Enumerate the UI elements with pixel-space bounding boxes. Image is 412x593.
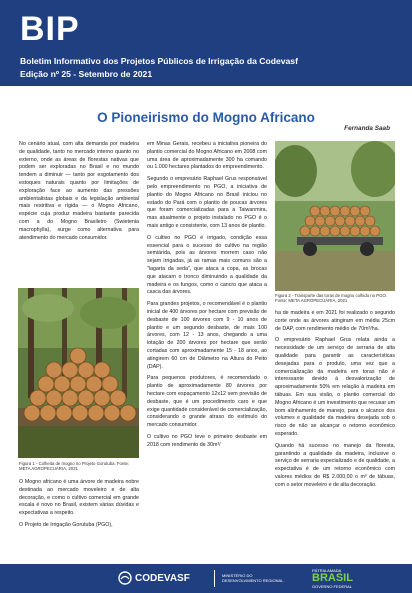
brasil-wordmark: BRASIL bbox=[312, 572, 353, 584]
ministry-label: MINISTÉRIO DO DESENVOLVIMENTO REGIONAL bbox=[222, 573, 284, 583]
codevasf-emblem-icon bbox=[118, 571, 132, 585]
article-author: Fernanda Saab bbox=[344, 125, 390, 132]
harvest-photo bbox=[18, 288, 139, 458]
paragraph: O cultivo no PGO é irrigado, condição essa essencial para o sucesso do cultivo na região semiárida, pois as árvores morrem caso não sejam irrigadas, já as ramas mais comuns são a "lagarta da seda", que ataca a copa, as brocas que atacam o tronco diminuindo a qualidade da madeira e os fungos, como o cancro que ataca a casca das árvores. bbox=[147, 234, 267, 296]
column-1-top bbox=[19, 141, 139, 246]
column-1-bottom bbox=[19, 479, 139, 534]
paragraph: O cultivo no PGO teve o primeiro desbaste em 2018 com rendimento de 30m³/ bbox=[147, 433, 267, 448]
codevasf-logo bbox=[118, 571, 190, 585]
edition-line: Edição nº 25 - Setembro de 2021 bbox=[20, 69, 153, 79]
bulletin-acronym: BIP bbox=[20, 10, 80, 48]
paragraph: Segundo o empresário Raphael Grus responsável pelo empreendimento no PGO, a iniciativa de plantio do Mogno Africano no Brasil iniciou no estado do Pará com o plantio de poucas árvores que foram comercializadas para a Taiwanmira, mas atualmente o projeto instalado no PGO é o mais antigo e consistente, com 13 anos de plantio. bbox=[147, 176, 267, 229]
transport-photo bbox=[275, 141, 395, 291]
codevasf-wordmark: CODEVASF bbox=[135, 572, 190, 584]
footer-divider bbox=[214, 570, 215, 587]
patria-amada-text: PÁTRIA AMADA bbox=[312, 568, 342, 573]
paragraph: O Projeto de Irrigação Gorutuba (PGO), bbox=[19, 521, 113, 528]
paragraph: O empresário Raphael Grus relata ainda a necessidade de um serviço de serraria de alta qualidade para garantir as características desejadas para o produto, uma vez que a comercialização da madeira em toras não é interessante devido à desvalorização de aproximadamente 50% em relação à madeira em tábuas. Em sua visão, o plantio comercial do Mogno Africano é um investimento que recusar um bom alinhamento de manejo, para o alcance dos volumes e qualidade da madeira desejada sob o risco de não se alcançar o retorno econômico esperado. bbox=[275, 337, 395, 437]
paragraph: No cenário atual, com alta demanda por madeira de qualidade, tanto no mercado interno quanto no externo, onde as áreas de florestas nativas que podem ser exploradas no Brasil e no mundo tendem a diminuir — tanto por esgotamento dos estoques naturais quanto por limitações de exploração face ao aumento das pressões ambientalistas globais e da legislação ambiental mais restritiva e rígida — o Mogno Africano, espécie cuja produz madeira bastante parecida com a do Mogno Brasileiro (Swietenia macrophylla), surge como alternativa para atendimento do mercado consumidor. bbox=[19, 141, 139, 241]
paragraph: Quando há sucesso no manejo da floresta, garantindo a qualidade da madeira, inclusive o serviço de serraria especializado e de qualidade, a expectativa é de um retorno econômico com valores médios de R$ 2.000,00 o m³ de tábuas, com o setor moveleiro e de alta decoração. bbox=[275, 442, 395, 488]
column-2 bbox=[147, 141, 267, 453]
figure-1-caption: Figura 1 - Colheita de mogno no Projeto Gorutuba. Fonte: META AGROPECUÁRIA, 2021 bbox=[19, 461, 130, 472]
header-banner bbox=[0, 0, 412, 86]
article-title: O Pioneirismo do Mogno Africano bbox=[97, 110, 315, 125]
paragraph: O Mogno africano é uma árvore de madeira nobre destinada ao mercado moveleiro e de alta decoração, e como o cultivo comercial em grande escala é novo no Brasil, existem várias dúvidas e expectativas a respeito. bbox=[19, 479, 139, 517]
bulletin-subtitle: Boletim Informativo dos Projetos Públicos de Irrigação da Codevasf bbox=[20, 56, 298, 66]
paragraph: ha de madeira e em 2021 foi realizado o segundo corte onde as árvores atingiram em média 25cm de DAP, com rendimento médio de 70m³/ha. bbox=[275, 310, 395, 332]
paragraph: Para pequenos produtores, é recomendado o plantio de aproximadamente 80 árvores por hectare com espaçamento 12x12 sem previsão de desbaste, que é um procedimento caro e que exige quantidade considerável de comercialização, considerando o grande atraso do estímulo do mercado consumidor. bbox=[147, 375, 267, 429]
paragraph: em Minas Gerais, recebeu a iniciativa pioneira do plantio comercial do Mogno Africano em 2008 com uma área de aproximadamente 300 ha comando ou 1.000 hectares plantados do empreendimento. bbox=[147, 141, 267, 171]
figure-2-caption: Figura 2 - Transporte das toras de mogno colhido no PGO. Fonte: META AGROPECUÁRIA, 2021 bbox=[275, 293, 388, 304]
paragraph: Para grandes projetos, o recomendável é o plantio inicial de 400 árvores por hectare com previsão de desbaste de 100 árvores com 9 - 10 anos de plantio e um segundo desbaste, de mais 100 árvores, com 12 - 13 anos, chegando a uma lotação de 200 árvores por hectare que serão cortadas com aproximadamente 15 - 18 anos, ao atingirem 60 cm de Diâmetro na Altura do Peito (DAP). bbox=[147, 301, 267, 370]
brasil-gov-logo bbox=[312, 568, 353, 589]
column-3 bbox=[275, 310, 395, 494]
footer-bar bbox=[0, 564, 412, 593]
governo-federal-text: GOVERNO FEDERAL bbox=[312, 584, 353, 589]
